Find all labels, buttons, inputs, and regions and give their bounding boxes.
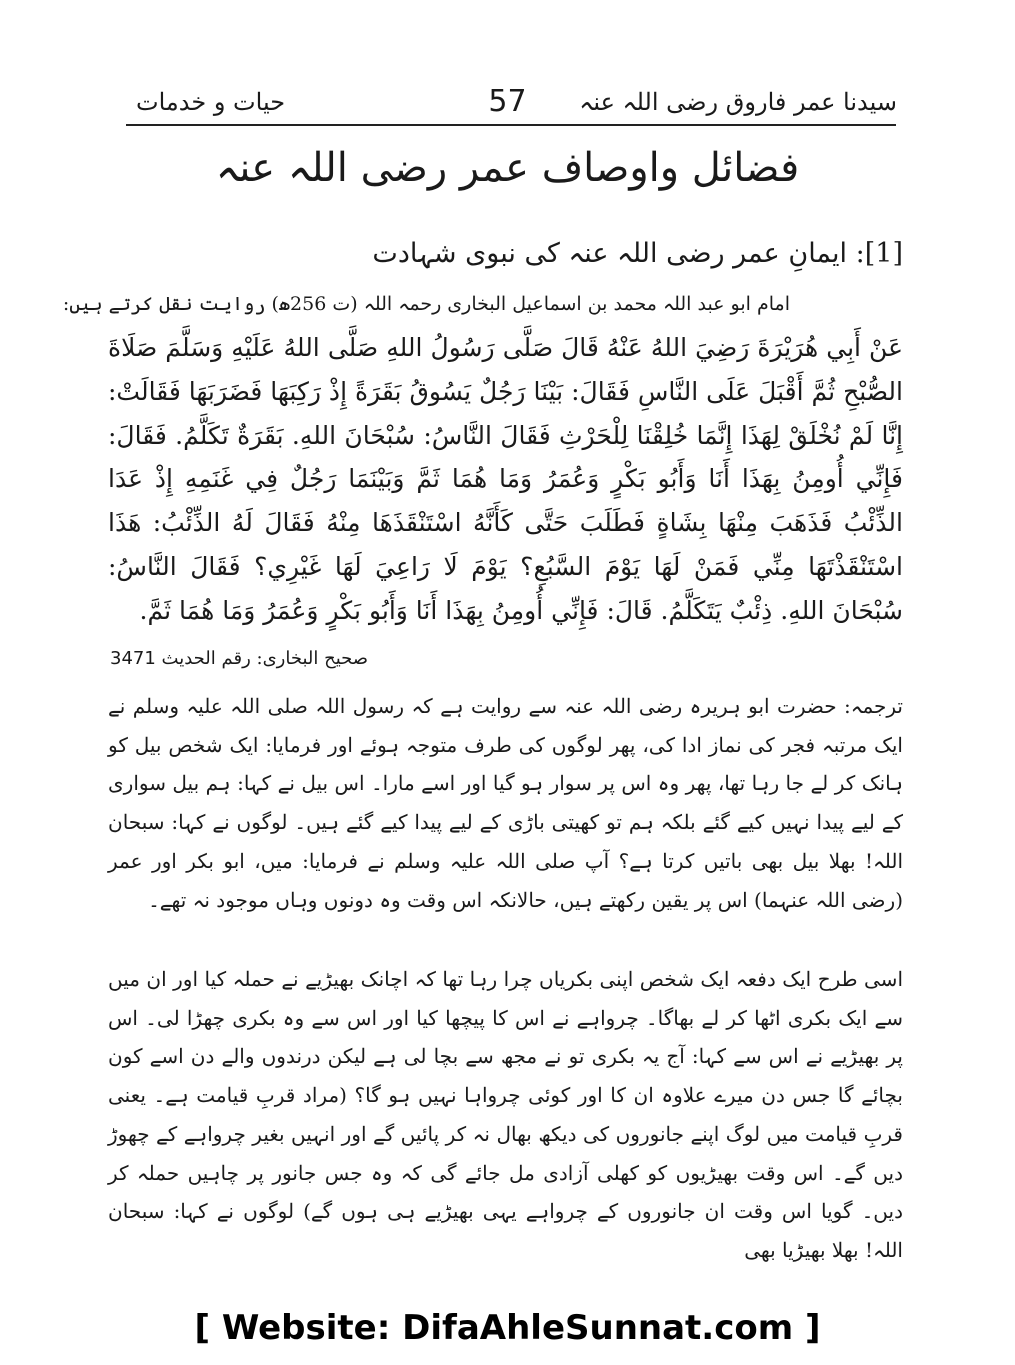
running-header-section: حیات و خدمات [136,88,286,116]
hadith-reference [110,644,370,674]
running-header-title: سیدنا عمر فاروق رضی اللہ عنہ [579,88,897,116]
reference-number: 3471 [110,648,156,669]
website-footer: [ Website: DifaAhleSunnat.com ] [194,1308,821,1348]
page-number: 57 [488,84,527,119]
arabic-hadith-text: عَنْ أَبِي هُرَيْرَةَ رَضِيَ اللهُ عَنْهُ قَالَ صَلَّى رَسُولُ اللهِ صَلَّى اللهُ عَلَيْهِ وَسَلَّمَ صَلَاةَ الصُّبْحِ ثُمَّ أَقْبَلَ عَلَى النَّاسِ فَقَالَ: بَيْنَا رَجُلٌ يَسُوقُ بَقَرَةً إِذْ رَكِبَهَا فَضَرَبَهَا فَقَالَتْ: إِنَّا لَمْ نُخْلَقْ لِهَذَا إِنَّمَا خُلِقْنَا لِلْحَرْثِ فَقَالَ النَّاسُ: سُبْحَانَ اللهِ. بَقَرَةٌ تَكَلَّمُ. فَقَالَ: فَإِنِّي أُومِنُ بِهَذَا أَنَا وَأَبُو بَكْرٍ وَعُمَرُ وَمَا هُمَا ثَمَّ وَبَيْنَمَا رَجُلٌ فِي غَنَمِهِ إِذْ عَدَا الذِّئْبُ فَذَهَبَ مِنْهَا بِشَاةٍ فَطَلَبَ حَتَّى كَأَنَّهُ اسْتَنْقَذَهَا مِنْهُ فَقَالَ لَهُ الذِّئْبُ: هَذَا اسْتَنْقَذْتَهَا مِنِّي فَمَنْ لَهَا يَوْمَ السَّبُعِ؟ يَوْمَ لَا رَاعِيَ لَهَا غَيْرِي؟ فَقَالَ النَّاسُ: سُبْحَانَ اللهِ. ذِئْبٌ يَتَكَلَّمُ. قَالَ: فَإِنِّي أُومِنُ بِهَذَا أَنَا وَأَبُو بَكْرٍ وَعُمَرُ وَمَا هُمَا ثَمَّ. [108,333,904,625]
header-divider [126,124,896,126]
translation-paragraph-1: ترجمہ: حضرت ابو ہریرہ رضی اللہ عنہ سے روایت ہے کہ رسول اللہ صلی اللہ علیہ وسلم نے ایک مرتبہ فجر کی نماز ادا کی، پھر لوگوں کی طرف متوجہ ہوئے اور فرمایا: ایک شخص بیل کو ہانک کر لے جا رہا تھا، پھر وہ اس پر سوار ہو گیا اور اسے مارا۔ اس بیل نے کہا: ہم بیل سواری کے لیے پیدا نہیں کیے گئے بلکہ ہم تو کھیتی باڑی کے لیے پیدا کیے گئے ہیں۔ لوگوں نے کہا: سبحان اللہ! بھلا بیل بھی باتیں کرتا ہے؟ آپ صلی اللہ علیہ وسلم نے فرمایا: میں، ابو بکر اور عمر (رضی اللہ عنہما) اس پر یقین رکھتے ہیں، حالانکہ اس وقت وہ دونوں وہاں موجود نہ تھے۔ [108,694,903,912]
reference-label: صحیح البخاری: رقم الحدیث [161,648,369,669]
section-intro: امام ابو عبد اللہ محمد بن اسماعیل البخاری رحمہ اللہ (ت 256ھ) روایت نقل کرتے ہیں: [62,293,790,315]
chapter-title: فضائل واوصاف عمر رضی اللہ عنہ [215,145,800,191]
translation-paragraph-2: اسی طرح ایک دفعہ ایک شخص اپنی بکریاں چرا رہا تھا کہ اچانک بھیڑیے نے حملہ کیا اور ان میں سے ایک بکری اٹھا کر لے بھاگا۔ چرواہے نے اس کا پیچھا کیا اور اس سے وہ بکری چھڑا لی۔ اس پر بھیڑیے نے اس سے کہا: آج یہ بکری تو نے مجھ سے بچا لی ہے لیکن درندوں والے دن اسے کون بچائے گا جس دن میرے علاوہ ان کا اور کوئی چرواہا نہیں ہو گا؟ (مراد قربِ قیامت ہے۔ یعنی قربِ قیامت میں لوگ اپنے جانوروں کی دیکھ بھال نہ کر پائیں گے اور انہیں بغیر چرواہے کے چھوڑ دیں گے۔ اس وقت بھیڑیوں کو کھلی آزادی مل جائے گی کہ وہ جس جانور پر چاہیں حملہ کر دیں۔ گویا اس وقت ان جانوروں کے چرواہے یہی بھیڑیے ہی ہوں گے) لوگوں نے کہا: سبحان اللہ! بھلا بھیڑیا بھی [108,967,904,1262]
section-heading: [1]: ایمانِ عمر رضی اللہ عنہ کی نبوی شہادت [372,238,903,269]
